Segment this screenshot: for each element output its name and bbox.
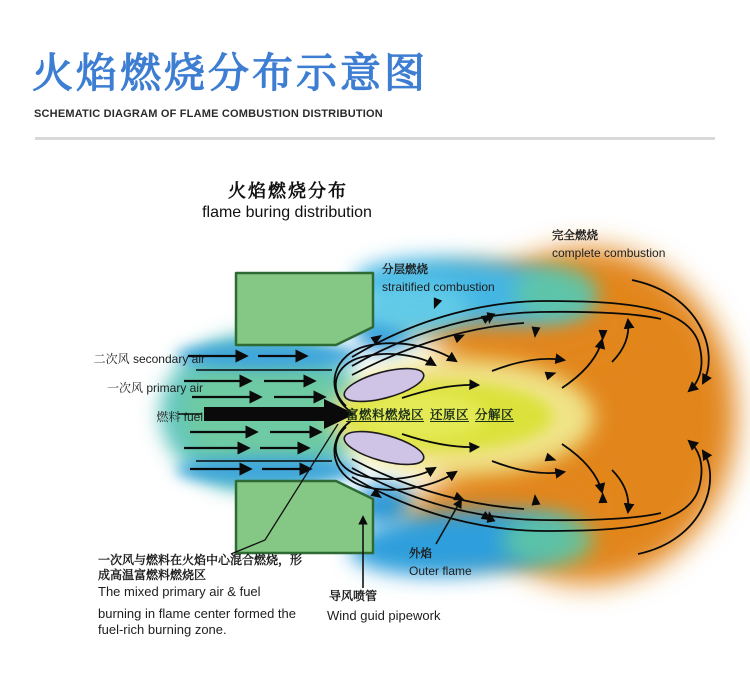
note-annotation-cn-line1: 一次风与燃料在火焰中心混合燃烧，形 [98, 553, 303, 567]
label-zone-decomposition: 分解区 [475, 408, 515, 422]
page-subtitle: SCHEMATIC DIAGRAM OF FLAME COMBUSTION DISTRIBUTION [34, 108, 383, 120]
diagram-title-en: flame buring distribution [202, 204, 372, 221]
label-wind-pipe-en: Wind guid pipework [327, 608, 441, 623]
note-annotation-en-line2: burning in flame center formed the [98, 606, 296, 621]
burner-top-block [236, 273, 373, 345]
label-zone-fuel-rich: 富燃料燃烧区 [346, 408, 425, 422]
label-outer-flame [409, 545, 472, 578]
note-annotation-en-line1: The mixed primary air & fuel [98, 584, 261, 599]
label-primary-air: 一次风 primary air [106, 381, 203, 395]
label-stratified-combustion [382, 261, 495, 294]
label-outer-flame-cn: 外焰 [409, 548, 432, 560]
label-flame-zones [346, 405, 520, 423]
diagram-title-cn: 火焰燃烧分布 [228, 181, 348, 201]
label-stratified-combustion-en: straitified combustion [382, 280, 495, 294]
label-complete-combustion-en: complete combustion [552, 246, 666, 260]
page-title: 火焰燃烧分布示意图 [32, 50, 428, 96]
burner-bottom-block [236, 481, 373, 553]
label-zone-reduction: 还原区 [430, 408, 470, 422]
note-annotation-cn [98, 553, 302, 583]
note-annotation-en-line3: fuel-rich burning zone. [98, 622, 227, 637]
note-annotation-cn-line2: 成高温富燃料燃烧区 [98, 568, 207, 582]
label-fuel: 燃料 fuel [156, 410, 203, 424]
label-complete-combustion-cn: 完全燃烧 [552, 230, 598, 242]
label-secondary-air: 二次风 secondary air [93, 352, 205, 366]
label-wind-pipe-cn: 导风喷管 [329, 589, 378, 603]
label-complete-combustion [552, 227, 665, 260]
label-stratified-combustion-cn: 分层燃烧 [382, 264, 428, 276]
label-outer-flame-en: Outer flame [409, 564, 472, 578]
